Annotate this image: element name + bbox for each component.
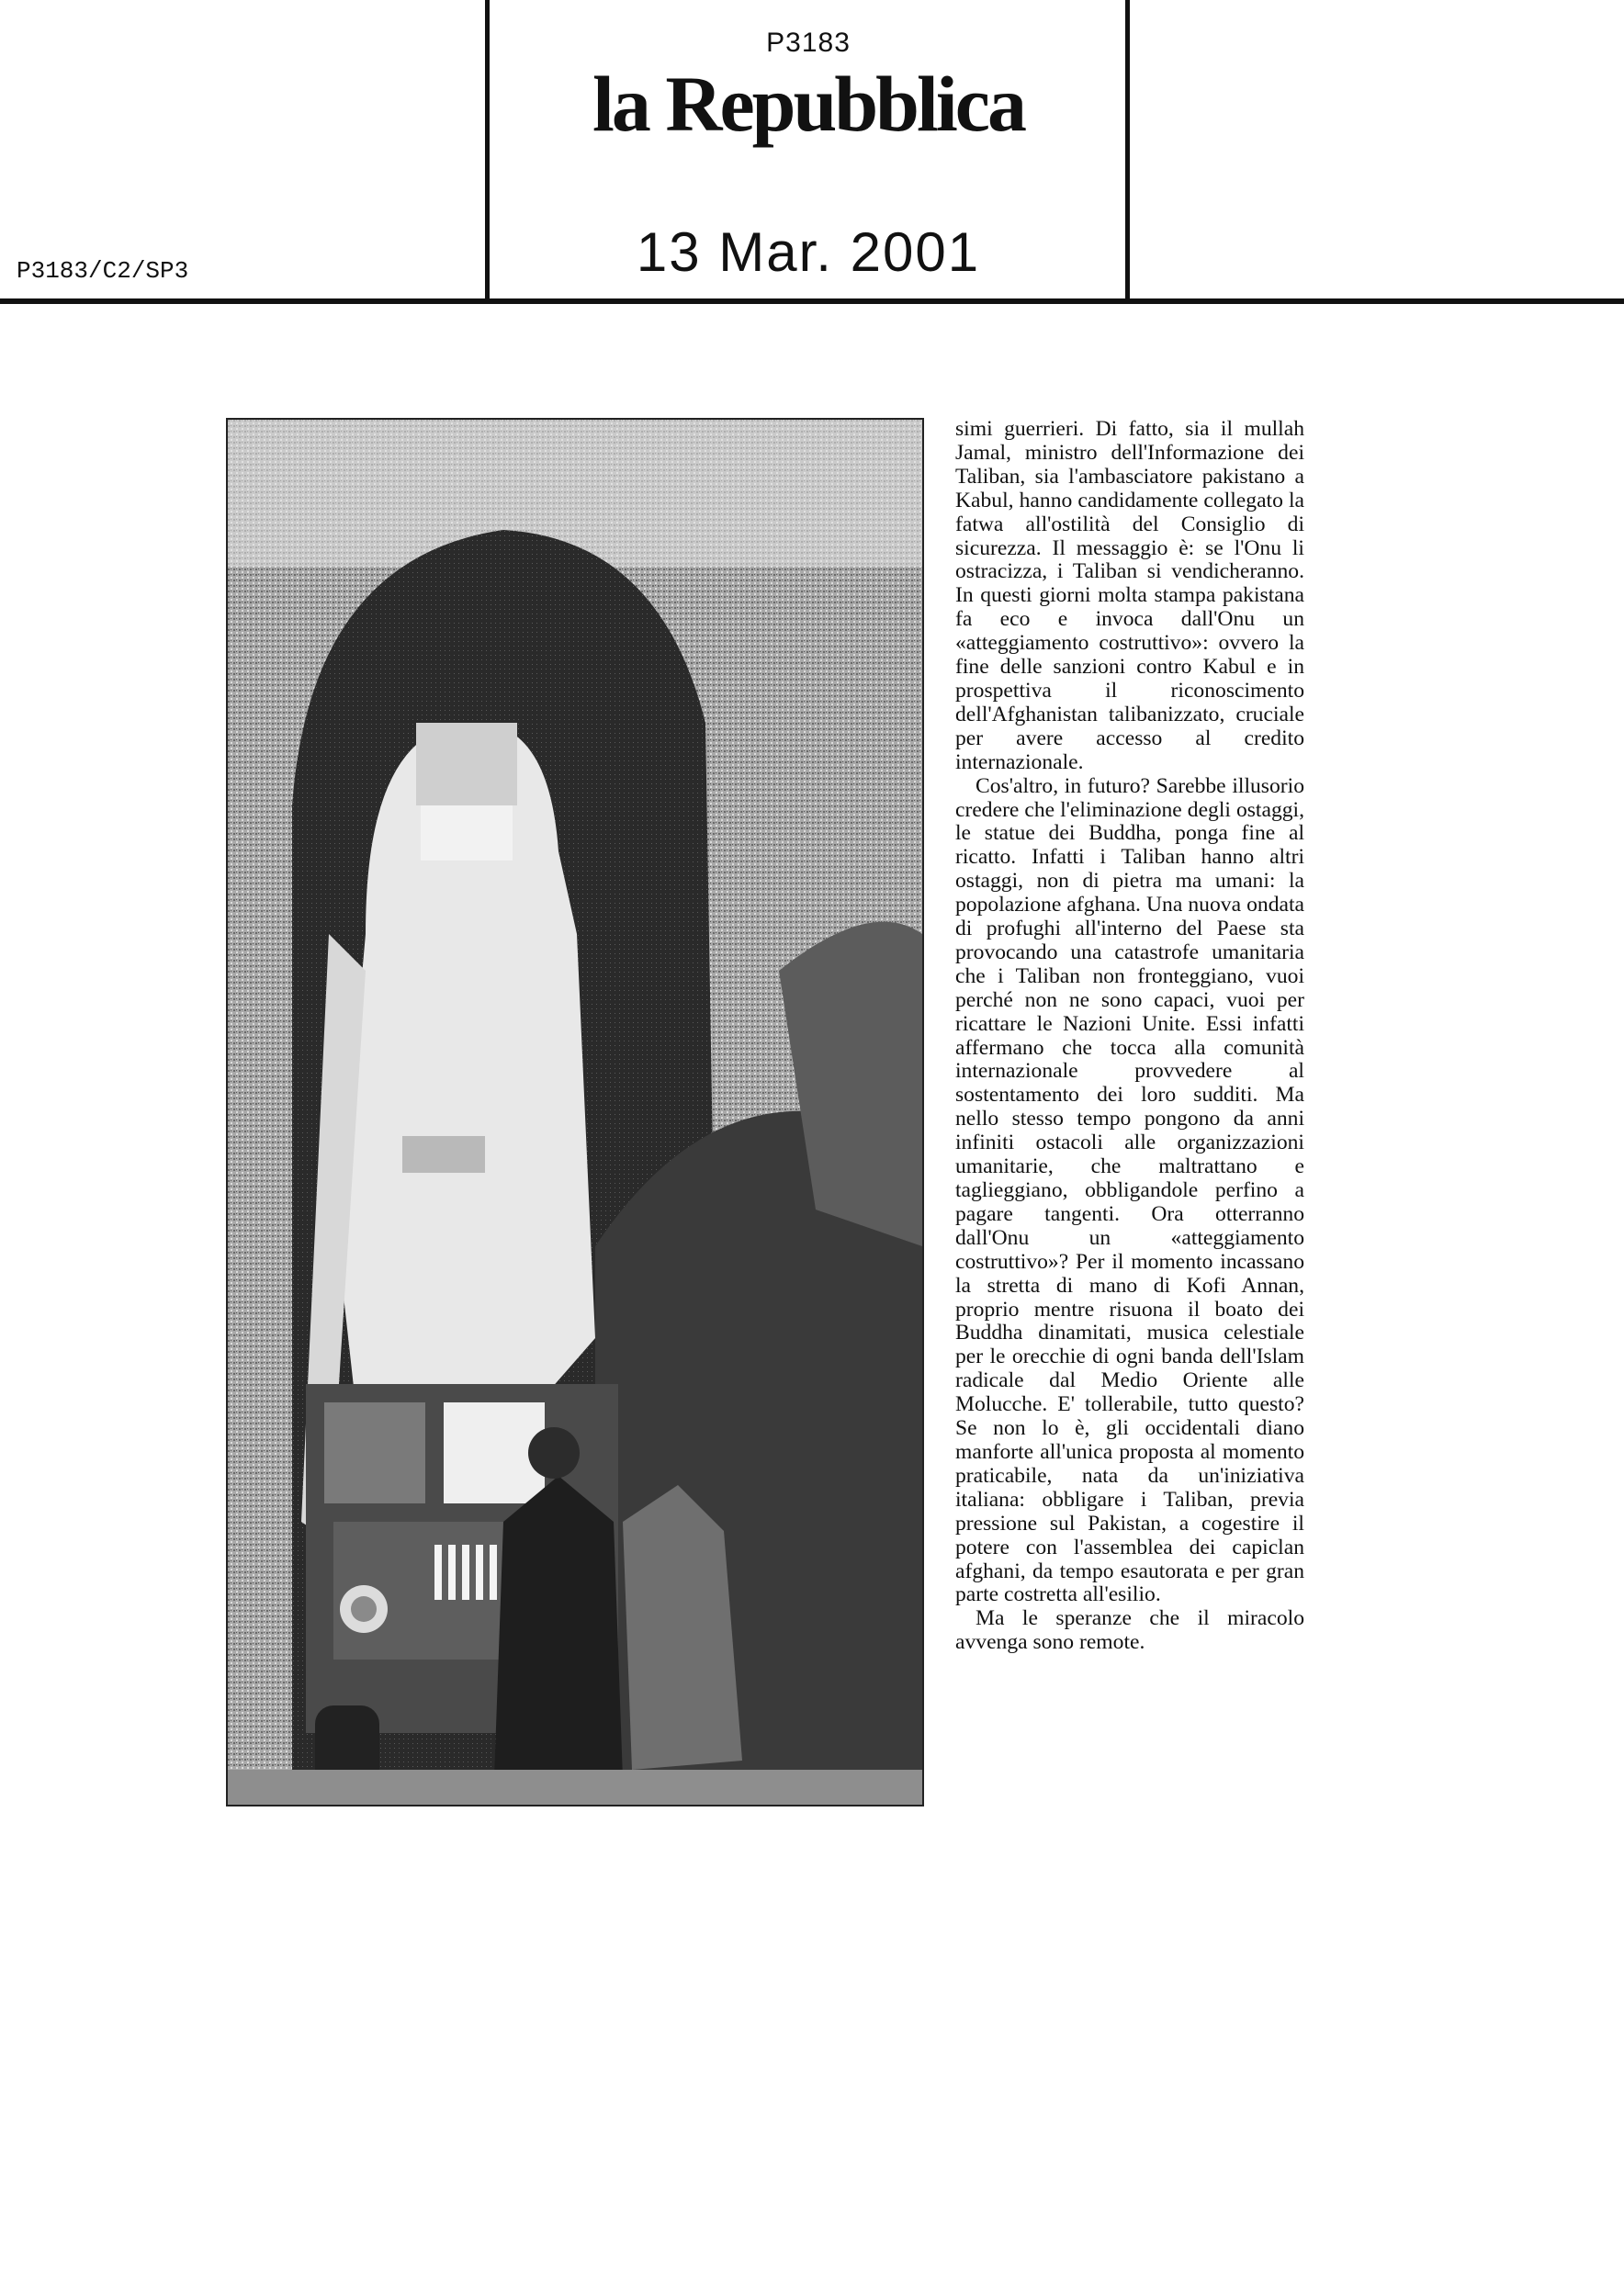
header-rule	[0, 298, 1624, 304]
archive-code: P3183/C2/SP3	[17, 257, 189, 285]
document-code: P3183	[766, 28, 851, 58]
article-paragraph-2: Cos'altro, in futuro? Sarebbe illusorio credere che l'eliminazione degli ostaggi, le statue dei Buddha, ponga fine al ricatto. Infatti i Taliban hanno altri ostaggi, non di pietra ma umani: la popolazione afghana. Una nuova ondata di profughi all'interno del Paese sta provocando una catastrofe umanitaria che i Taliban non fronteggiano, vuoi perché non ne sono capaci, vuoi per ricattare le Nazioni Unite. Essi infatti affermano che tocca alla comunità internazionale provvedere al sostentamento dei loro sudditi. Ma nello stesso tempo pongono da anni infiniti ostacoli alle organizzazioni umanitarie, che maltrattano e taglieggiano, obbligandole perfino a pagare tangenti. Ora otterranno dall'Onu un «atteggiamento costruttivo»? Per il momento incassano la stretta di mano di Kofi Annan, proprio mentre risuona il boato dei Buddha dinamitati, musica celestiale per le orecchie di ogni banda dell'Islam radicale dal Medio Oriente alle Molucche. E' tollerabile, tutto questo? Se non lo è, gli occidentali diano manforte all'unica proposta al momento praticabile, nata da un'iniziativa italiana: obbligare i Taliban, previa pressione sul Pakistan, a cogestire il potere con l'assemblea dei capiclan afghani, da tempo esautorata e per gran parte costretta all'esilio.	[955, 773, 1304, 1607]
article-body	[955, 418, 1304, 1655]
header-divider-right	[1125, 0, 1130, 303]
newspaper-masthead: la Repubblica	[592, 60, 1024, 148]
article-paragraph-1: simi guerrieri. Di fatto, sia il mullah Jamal, ministro dell'Informazione dei Taliban, sia l'ambasciatore pakistano a Kabul, hanno candidamente collegato la fatwa all'ostilità del Consiglio di sicurezza. Il messaggio è: se l'Onu li ostracizza, i Taliban si vendicheranno. In questi giorni molta stampa pakistana fa eco e invoca dall'Onu un «atteggiamento costruttivo»: ovvero la fine delle sanzioni contro Kabul e in prospettiva il riconoscimento dell'Afghanistan talibanizzato, cruciale per avere accesso al credito internazionale.	[955, 417, 1304, 774]
bamiyan-buddha-photo	[226, 418, 924, 1806]
publication-date: 13 Mar. 2001	[636, 221, 981, 283]
header-divider-left	[485, 0, 490, 303]
article-paragraph-3: Ma le speranze che il miracolo avvenga sono remote.	[955, 1606, 1304, 1655]
